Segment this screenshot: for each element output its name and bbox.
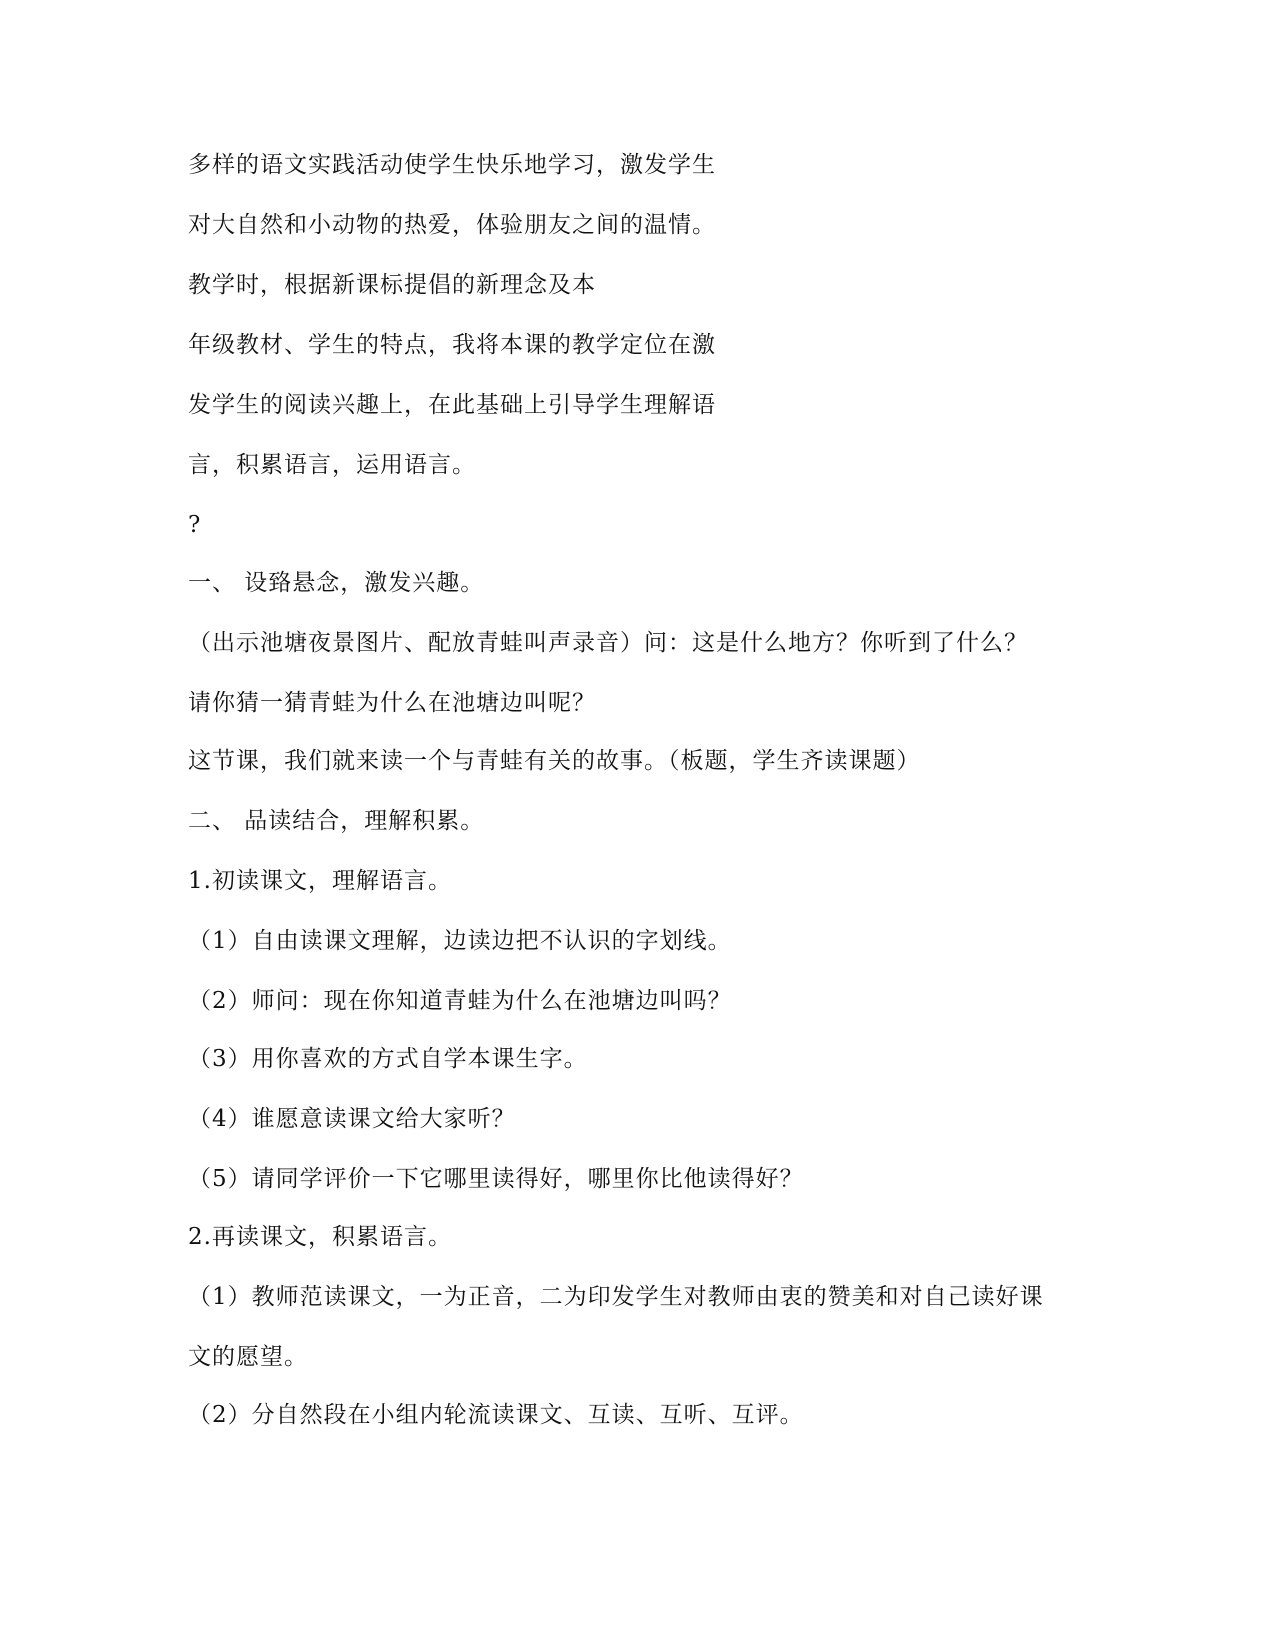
- text-line: 多样的语文实践活动使学生快乐地学习，激发学生: [188, 152, 716, 178]
- text-line: 请你猜一猜青蛙为什么在池塘边叫呢？: [188, 690, 596, 716]
- section-heading: 二、 品读结合，理解积累。: [188, 808, 485, 834]
- text-line: 这节课，我们就来读一个与青蛙有关的故事。（板题，学生齐读课题）: [188, 748, 921, 774]
- subsection-heading: 1.初读课文，理解语言。: [188, 868, 452, 894]
- subsection-heading: 2.再读课文，积累语言。: [188, 1224, 452, 1250]
- text-line: 年级教材、学生的特点，我将本课的教学定位在激: [188, 332, 716, 358]
- list-item: （1）自由读课文理解，边读边把不认识的字划线。: [188, 928, 732, 954]
- text-line: 对大自然和小动物的热爱，体验朋友之间的温情。: [188, 212, 716, 238]
- list-item: （3）用你喜欢的方式自学本课生字。: [188, 1046, 588, 1072]
- text-line: 言，积累语言，运用语言。: [188, 452, 476, 478]
- list-item: （5）请同学评价一下它哪里读得好，哪里你比他读得好？: [188, 1166, 804, 1192]
- list-item: （4）谁愿意读课文给大家听？: [188, 1106, 516, 1132]
- text-line: 文的愿望。: [188, 1344, 308, 1370]
- list-item: （2）分自然段在小组内轮流读课文、互读、互听、互评。: [188, 1402, 804, 1428]
- section-heading: 一、 设臵悬念，激发兴趣。: [188, 570, 485, 596]
- text-line: 发学生的阅读兴趣上，在此基础上引导学生理解语: [188, 392, 716, 418]
- text-line: （出示池塘夜景图片、配放青蛙叫声录音）问：这是什么地方？你听到了什么？: [188, 630, 1028, 656]
- text-line: ?: [188, 512, 202, 538]
- text-line: 教学时，根据新课标提倡的新理念及本: [188, 272, 596, 298]
- list-item: （1）教师范读课文，一为正音，二为印发学生对教师由衷的赞美和对自己读好课: [188, 1284, 1044, 1310]
- list-item: （2）师问：现在你知道青蛙为什么在池塘边叫吗？: [188, 988, 732, 1014]
